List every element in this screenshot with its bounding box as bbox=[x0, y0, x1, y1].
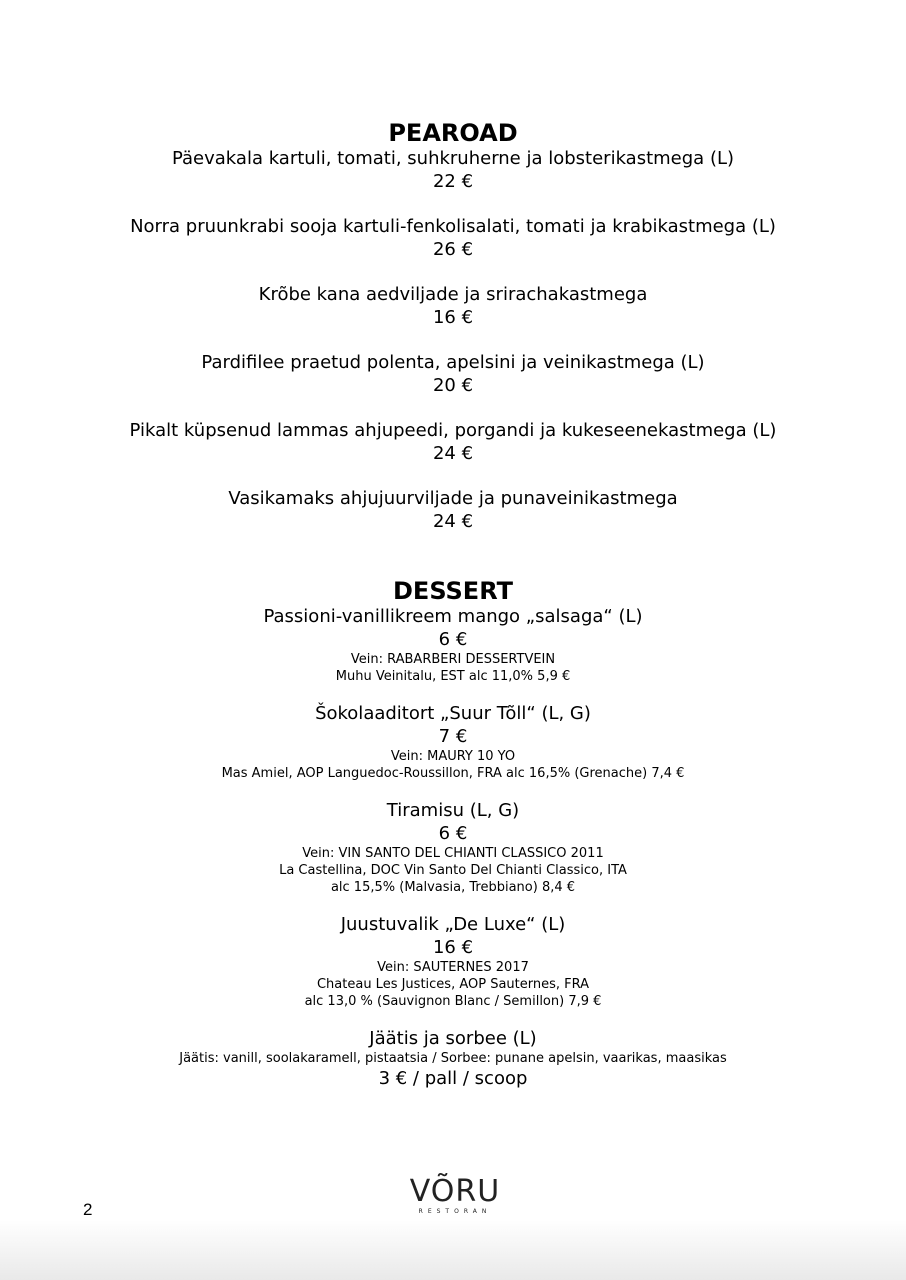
item-name: Passioni-vanillikreem mango „salsaga“ (L) bbox=[263, 606, 643, 627]
item-price: 16 € bbox=[432, 937, 474, 958]
menu-item bbox=[0, 799, 906, 896]
logo-subtitle: RESTORAN bbox=[418, 1208, 492, 1215]
item-price: 16 € bbox=[432, 307, 474, 328]
menu-item bbox=[0, 487, 906, 533]
item-name: Krõbe kana aedviljade ja srirachakastmega bbox=[258, 284, 648, 305]
item-price: 6 € bbox=[438, 629, 468, 650]
item-price: 26 € bbox=[432, 239, 474, 260]
menu-item bbox=[0, 283, 906, 329]
item-price: 22 € bbox=[432, 171, 474, 192]
menu-item bbox=[0, 702, 906, 782]
item-price: 6 € bbox=[438, 823, 468, 844]
item-name: Juustuvalik „De Luxe“ (L) bbox=[340, 914, 566, 935]
page-number: 2 bbox=[83, 1200, 93, 1219]
wine-line: Vein: MAURY 10 YO bbox=[390, 749, 516, 764]
item-name: Norra pruunkrabi sooja kartuli-fenkolisalati, tomati ja krabikastmega (L) bbox=[130, 216, 776, 237]
item-name: Šokolaaditort „Suur Tõll“ (L, G) bbox=[315, 703, 591, 724]
wine-line: Mas Amiel, AOP Languedoc-Roussillon, FRA alc 16,5% (Grenache) 7,4 € bbox=[221, 766, 685, 781]
item-price: 7 € bbox=[438, 726, 468, 747]
menu-item bbox=[0, 351, 906, 397]
item-name: Jäätis ja sorbee (L) bbox=[369, 1028, 537, 1049]
wine-line: alc 15,5% (Malvasia, Trebbiano) 8,4 € bbox=[330, 880, 576, 895]
wine-line: Chateau Les Justices, AOP Sauternes, FRA bbox=[316, 977, 590, 992]
menu-item bbox=[0, 605, 906, 685]
wine-line: Vein: VIN SANTO DEL CHIANTI CLASSICO 2011 bbox=[302, 846, 604, 861]
item-note: Jäätis: vanill, soolakaramell, pistaatsia / Sorbee: punane apelsin, vaarikas, maasikas bbox=[179, 1051, 727, 1066]
item-price: 20 € bbox=[432, 375, 474, 396]
menu-item bbox=[0, 913, 906, 1010]
mains-title: PEAROAD bbox=[388, 119, 518, 147]
logo-wordmark: VÕRU bbox=[409, 1174, 501, 1209]
menu-item bbox=[0, 215, 906, 261]
wine-line: Vein: RABARBERI DESSERTVEIN bbox=[350, 652, 556, 667]
item-name: Tiramisu (L, G) bbox=[386, 800, 520, 821]
restaurant-logo bbox=[403, 1176, 507, 1216]
menu-item bbox=[0, 1027, 906, 1090]
page-bottom-shade bbox=[0, 1220, 906, 1280]
item-price: 24 € bbox=[432, 443, 474, 464]
item-name: Pardifilee praetud polenta, apelsini ja veinikastmega (L) bbox=[201, 352, 705, 373]
item-name: Päevakala kartuli, tomati, suhkruherne ja lobsterikastmega (L) bbox=[171, 148, 735, 169]
wine-line: alc 13,0 % (Sauvignon Blanc / Semillon) 7,9 € bbox=[304, 994, 602, 1009]
item-name: Vasikamaks ahjujuurviljade ja punaveinikastmega bbox=[228, 488, 678, 509]
mains-section bbox=[0, 119, 906, 533]
menu-item bbox=[0, 419, 906, 465]
item-name: Pikalt küpsenud lammas ahjupeedi, porgandi ja kukeseenekastmega (L) bbox=[129, 420, 777, 441]
wine-line: La Castellina, DOC Vin Santo Del Chianti Classico, ITA bbox=[279, 863, 627, 878]
item-price: 3 € / pall / scoop bbox=[378, 1068, 528, 1089]
dessert-title: DESSERT bbox=[393, 577, 513, 605]
wine-line: Vein: SAUTERNES 2017 bbox=[377, 960, 529, 975]
menu-item bbox=[0, 147, 906, 193]
dessert-section bbox=[0, 577, 906, 1090]
wine-line: Muhu Veinitalu, EST alc 11,0% 5,9 € bbox=[335, 669, 571, 684]
item-price: 24 € bbox=[432, 511, 474, 532]
